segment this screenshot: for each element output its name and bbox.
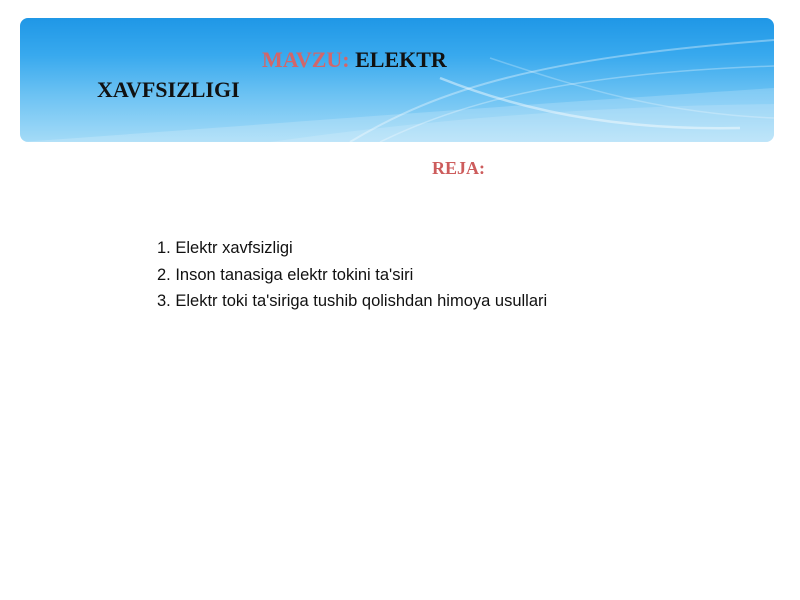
plan-item: 3. Elektr toki ta'siriga tushib qolishdan himoya usullari [157, 292, 548, 310]
plan-heading: REJA: [432, 158, 485, 178]
plan-item: 2. Inson tanasiga elektr tokini ta'siri [157, 265, 414, 284]
title-prefix: MAVZU: [262, 47, 350, 72]
plan-item: 1. Elektr xavfsizligi [157, 239, 293, 257]
slide-title-line1 [97, 45, 597, 75]
slide-title [97, 45, 597, 105]
title-word-xavfsizligi: XAVFSIZLIGI [97, 77, 240, 102]
title-word-elektr: ELEKTR [355, 47, 447, 72]
plan-list [117, 235, 597, 315]
